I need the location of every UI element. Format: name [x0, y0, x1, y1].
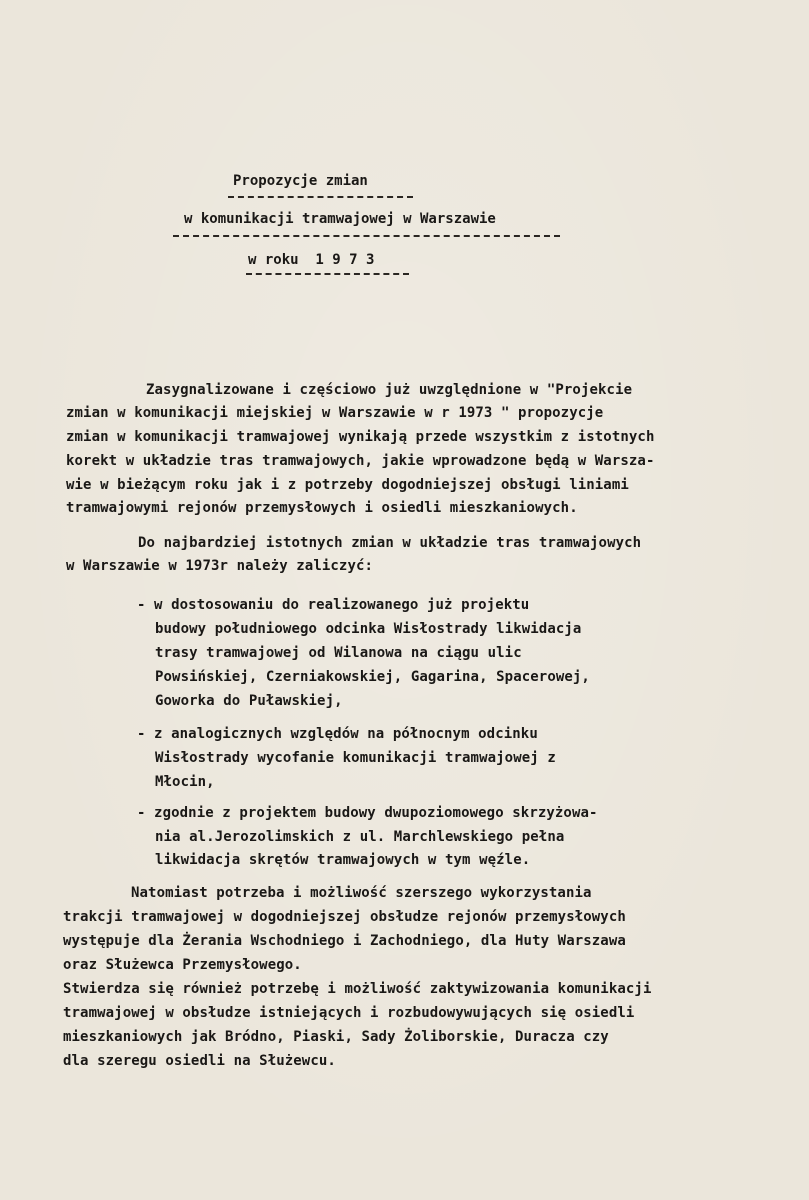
title-line-2: w komunikacji tramwajowej w Warszawie: [184, 211, 496, 227]
paragraph-3-line: trakcji tramwajowej w dogodniejszej obsłudze rejonów przemysłowych: [63, 909, 626, 925]
bullet-1-line: budowy południowego odcinka Wisłostrady likwidacja: [155, 621, 582, 637]
paragraph-2-line: Do najbardziej istotnych zmian w układzie tras tramwajowych: [138, 535, 642, 551]
bullet-2-line: - z analogicznych względów na północnym odcinku: [137, 726, 538, 742]
paragraph-3-line: występuje dla Żerania Wschodniego i Zachodniego, dla Huty Warszawa: [63, 933, 626, 949]
paragraph-2-line: w Warszawie w 1973r należy zaliczyć:: [66, 558, 374, 574]
title-line-1: Propozycje zmian: [233, 173, 368, 189]
paragraph-1-line: zmian w komunikacji tramwajowej wynikają przede wszystkim z istotnych: [66, 429, 655, 445]
bullet-3-line: - zgodnie z projektem budowy dwupoziomowego skrzyżowa-: [137, 805, 598, 821]
bullet-2-line: Młocin,: [155, 774, 215, 790]
paragraph-3-line: dla szeregu osiedli na Służewcu.: [63, 1053, 336, 1069]
title-underline-2: [173, 235, 560, 237]
bullet-1-line: Powsińskiej, Czerniakowskiej, Gagarina, Spacerowej,: [155, 669, 590, 685]
bullet-2-line: Wisłostrady wycofanie komunikacji tramwajowej z: [155, 750, 556, 766]
paragraph-3-line: Stwierdza się również potrzebę i możliwość zaktywizowania komunikacji: [63, 981, 652, 997]
paragraph-1-line: Zasygnalizowane i częściowo już uwzględnione w "Projekcie: [146, 382, 633, 398]
title-line-3: w roku 1 9 7 3: [248, 252, 375, 268]
bullet-3-line: nia al.Jerozolimskich z ul. Marchlewskiego pełna: [155, 829, 565, 845]
title-underline-3: [246, 273, 409, 275]
paragraph-1-line: korekt w układzie tras tramwajowych, jakie wprowadzone będą w Warsza-: [66, 453, 655, 469]
bullet-1-line: - w dostosowaniu do realizowanego już projektu: [137, 597, 530, 613]
bullet-3-line: likwidacja skrętów tramwajowych w tym węźle.: [155, 852, 531, 868]
paragraph-3-line: tramwajowej w obsłudze istniejących i rozbudowywujących się osiedli: [63, 1005, 635, 1021]
bullet-1-line: Goworka do Puławskiej,: [155, 693, 343, 709]
paragraph-1-line: wie w bieżącym roku jak i z potrzeby dogodniejszej obsługi liniami: [66, 477, 629, 493]
bullet-1-line: trasy tramwajowej od Wilanowa na ciągu ulic: [155, 645, 522, 661]
paragraph-3-line: Natomiast potrzeba i możliwość szerszego wykorzystania: [131, 885, 592, 901]
paragraph-3-line: mieszkaniowych jak Bródno, Piaski, Sady Żoliborskie, Duracza czy: [63, 1029, 609, 1045]
paragraph-1-line: tramwajowymi rejonów przemysłowych i osiedli mieszkaniowych.: [66, 500, 578, 516]
paragraph-1-line: zmian w komunikacji miejskiej w Warszawie w r 1973 " propozycje: [66, 405, 604, 421]
title-underline-1: [228, 196, 413, 198]
paragraph-3-line: oraz Służewca Przemysłowego.: [63, 957, 302, 973]
